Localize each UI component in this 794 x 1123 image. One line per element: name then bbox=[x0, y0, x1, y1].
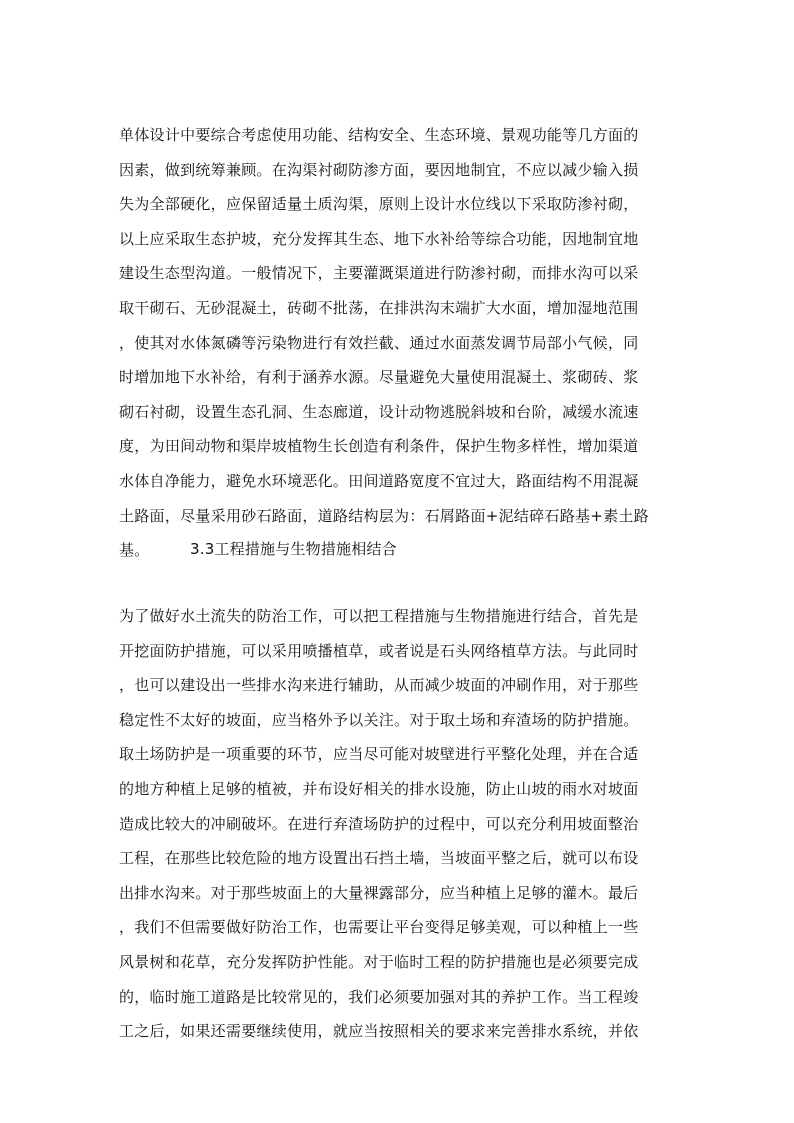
text-line: 因素，做到统筹兼顾。在沟渠衬砌防渗方面，要因地制宜，不应以减少输入损 bbox=[119, 160, 639, 179]
text-line: 稳定性不太好的坡面，应当格外予以关注。对于取土场和弃渣场的防护措施。 bbox=[119, 710, 639, 729]
text-line: 时增加地下水补给，有利于涵养水源。尽量避免大量使用混凝土、浆砌砖、浆 bbox=[119, 368, 639, 387]
text-line: 为了做好水土流失的防治工作，可以把工程措施与生物措施进行结合，首先是 bbox=[119, 607, 639, 625]
text-line: ，也可以建设出一些排水沟来进行辅助，从而减少坡面的冲刷作用，对于那些 bbox=[119, 676, 639, 695]
text-line: 的地方种植上足够的植被，并布设好相关的排水设施，防止山坡的雨水对坡面 bbox=[119, 779, 639, 798]
text-line: 取土场防护是一项重要的环节，应当尽可能对坡壁进行平整化处理，并在合适 bbox=[119, 745, 639, 764]
text-line: 出排水沟来。对于那些坡面上的大量裸露部分，应当种植上足够的灌木。最后 bbox=[119, 883, 639, 902]
text-line: 砌石衬砌，设置生态孔洞、生态廊道，设计动物逃脱斜坡和台阶，减缓水流速 bbox=[119, 402, 639, 421]
text-line: ，使其对水体氮磷等污染物进行有效拦截、通过水面蒸发调节局部小气候，同 bbox=[119, 333, 639, 352]
text-line: 造成比较大的冲刷破坏。在进行弃渣场防护的过程中，可以充分利用坡面整治 bbox=[119, 814, 639, 833]
text-line: 基。 bbox=[119, 541, 150, 560]
text-line: 单体设计中要综合考虑使用功能、结构安全、生态环境、景观功能等几方面的 bbox=[119, 126, 639, 144]
text-line: 风景树和花草，充分发挥防护性能。对于临时工程的防护措施也是必须要完成 bbox=[119, 952, 639, 971]
text-line: 工程，在那些比较危险的地方设置出石挡土墙，当坡面平整之后，就可以布设 bbox=[119, 849, 639, 868]
text-line: 开挖面防护措施，可以采用喷播植草，或者说是石头网络植草方法。与此同时 bbox=[119, 641, 639, 660]
text-line: 水体自净能力，避免水环境恶化。田间道路宽度不宜过大，路面结构不用混凝 bbox=[119, 471, 639, 490]
text-line: 土路面，尽量采用砂石路面，道路结构层为：石屑路面+泥结碎石路基+素土路 bbox=[119, 506, 649, 525]
text-line: 以上应采取生态护坡，充分发挥其生态、地下水补给等综合功能，因地制宜地 bbox=[119, 229, 639, 248]
text-line: ，我们不但需要做好防治工作，也需要让平台变得足够美观，可以种植上一些 bbox=[119, 918, 639, 937]
text-line: 的，临时施工道路是比较常见的，我们必须要加强对其的养护工作。当工程竣 bbox=[119, 987, 639, 1006]
text-line: 度，为田间动物和渠岸坡植物生长创造有利条件，保护生物多样性，增加渠道 bbox=[119, 437, 639, 456]
text-line: 工之后，如果还需要继续使用，就应当按照相关的要求来完善排水系统，并依 bbox=[119, 1022, 639, 1041]
text-line: 取干砌石、无砂混凝土，砖砌不批荡，在排洪沟末端扩大水面，增加湿地范围 bbox=[119, 298, 639, 317]
section-heading: 3.3工程措施与生物措施相结合 bbox=[190, 540, 397, 558]
text-line: 建设生态型沟道。一般情况下，主要灌溉渠道进行防渗衬砌，而排水沟可以采 bbox=[119, 264, 639, 283]
paragraph-engineering-biological-measures bbox=[119, 599, 679, 1049]
text-line: 失为全部硬化，应保留适量土质沟渠，原则上设计水位线以下采取防渗衬砌， bbox=[119, 195, 639, 214]
paragraph-design-considerations bbox=[119, 118, 679, 568]
